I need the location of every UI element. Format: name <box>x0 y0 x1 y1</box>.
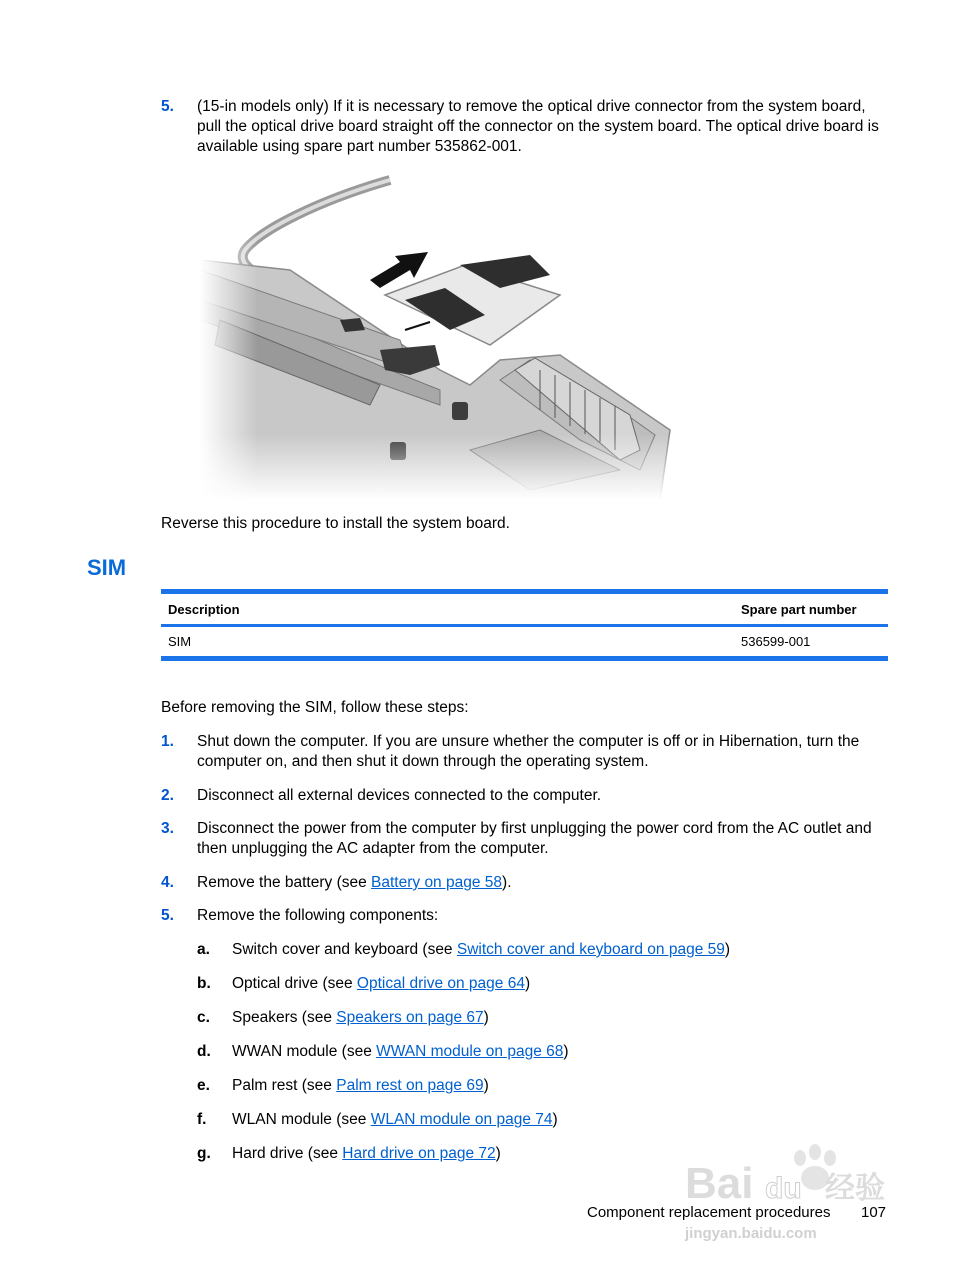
substep-text-post: ) <box>724 941 731 958</box>
step-number: 1. <box>161 733 174 750</box>
step-text <box>197 873 889 893</box>
step-text-post: ). <box>502 874 512 891</box>
footer-label: Component replacement procedures <box>587 1204 831 1221</box>
substep-letter: g. <box>197 1145 211 1162</box>
substep-text-pre: Switch cover and keyboard (see <box>232 941 457 958</box>
svg-text:du: du <box>765 1172 802 1205</box>
substep-letter: a. <box>197 941 210 958</box>
substep-text-pre: Speakers (see <box>232 1009 337 1026</box>
substep-text-pre: WWAN module (see <box>232 1043 377 1060</box>
watermark-url: jingyan.baidu.com <box>685 1225 817 1242</box>
hard-drive-link[interactable]: Hard drive on page 72 <box>342 1145 496 1162</box>
system-board-illustration <box>200 170 680 500</box>
substep-text-pre: Palm rest (see <box>232 1077 337 1094</box>
speakers-link[interactable]: Speakers on page 67 <box>336 1009 484 1026</box>
reverse-procedure-text: Reverse this procedure to install the system board. <box>161 515 510 532</box>
substep-text-pre: WLAN module (see <box>232 1111 371 1128</box>
substep-text <box>232 1008 892 1028</box>
step-text-pre: Remove the battery (see <box>197 874 372 891</box>
step-text: Shut down the computer. If you are unsure whether the computer is off or in Hibernation, turn the computer on, and then shut it down through the operating system. <box>197 733 860 770</box>
table-bottom-rule <box>161 656 888 661</box>
substep-text <box>232 1042 892 1062</box>
table-cell-part-number: 536599-001 <box>741 634 811 649</box>
intro-text: Before removing the SIM, follow these steps: <box>161 699 469 716</box>
table-header-spare-part-number: Spare part number <box>741 602 857 617</box>
step-number: 2. <box>161 787 174 804</box>
battery-link[interactable]: Battery on page 58 <box>371 874 503 891</box>
table-cell-description: SIM <box>168 634 192 649</box>
substep-text-post: ) <box>524 975 531 992</box>
optical-drive-link[interactable]: Optical drive on page 64 <box>356 975 525 992</box>
wwan-module-link[interactable]: WWAN module on page 68 <box>376 1043 564 1060</box>
table-top-rule <box>161 589 888 594</box>
substep-text <box>232 1110 892 1130</box>
table-header-rule <box>161 624 888 627</box>
step-number: 5. <box>161 98 174 115</box>
page-number: 107 <box>861 1204 887 1221</box>
switch-cover-keyboard-link[interactable]: Switch cover and keyboard on page 59 <box>456 941 725 958</box>
substep-text-pre: Hard drive (see <box>232 1145 343 1162</box>
substep-letter: d. <box>197 1043 211 1060</box>
step-number: 4. <box>161 874 174 891</box>
step-text: (15-in models only) If it is necessary to remove the optical drive connector from the system board, pull the optical drive board straight off the connector on the system board. The optical drive board is available using spare part number 535862-001. <box>197 98 879 155</box>
substep-text-post: ) <box>483 1077 489 1094</box>
substep-text-pre: Optical drive (see <box>232 975 357 992</box>
table-header-description: Description <box>168 602 240 617</box>
step-text: Disconnect all external devices connected to the computer. <box>197 787 602 804</box>
step-number: 5. <box>161 907 174 924</box>
wlan-module-link[interactable]: WLAN module on page 74 <box>370 1111 553 1128</box>
substep-text <box>232 940 892 960</box>
substep-text <box>232 1076 892 1096</box>
section-title: SIM <box>87 555 127 580</box>
substep-letter: f. <box>197 1111 207 1128</box>
svg-text:Bai: Bai <box>685 1159 754 1208</box>
substep-letter: c. <box>197 1009 210 1026</box>
step-text: Remove the following components: <box>197 907 439 924</box>
substep-text-post: ) <box>552 1111 558 1128</box>
substep-text-post: ) <box>563 1043 569 1060</box>
substep-text-post: ) <box>495 1145 501 1162</box>
substep-text <box>232 974 892 994</box>
svg-text:经验: 经验 <box>825 1171 885 1206</box>
substep-text-post: ) <box>483 1009 489 1026</box>
substep-letter: e. <box>197 1077 210 1094</box>
palm-rest-link[interactable]: Palm rest on page 69 <box>336 1077 484 1094</box>
substep-letter: b. <box>197 975 211 992</box>
step-number: 3. <box>161 820 174 837</box>
step-text: Disconnect the power from the computer by first unplugging the power cord from the AC outlet and then unplugging the AC adapter from the computer. <box>197 820 872 857</box>
